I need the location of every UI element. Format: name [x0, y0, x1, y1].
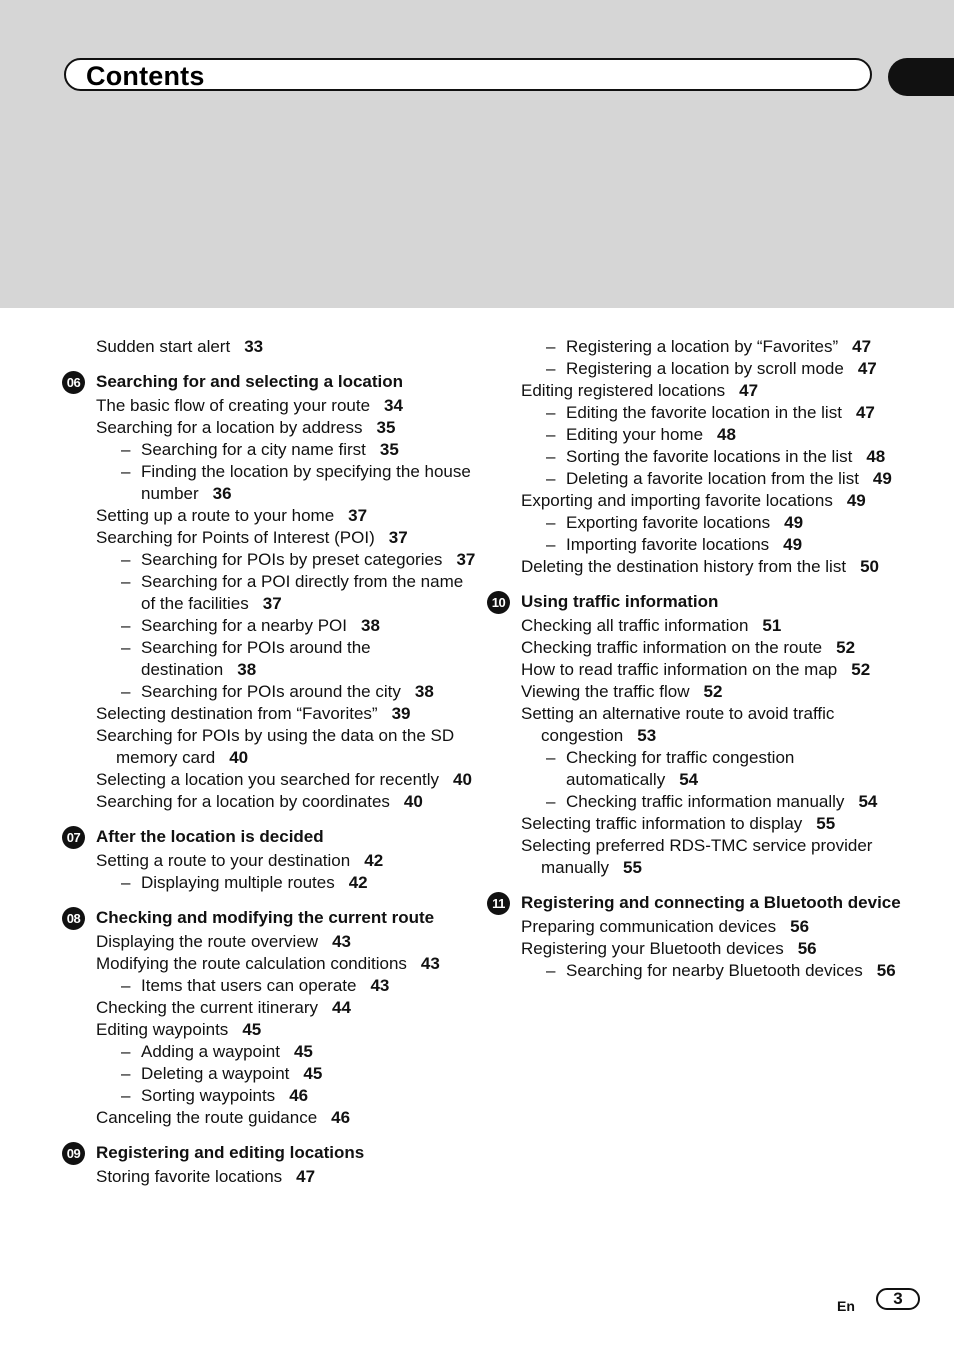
toc-entry-text: Editing registered locations — [521, 381, 726, 400]
toc-page-number: 49 — [784, 513, 804, 532]
toc-page-number: 38 — [361, 616, 380, 635]
toc-page-number: 33 — [244, 337, 264, 356]
header-band — [0, 0, 954, 308]
toc-page-number: 35 — [376, 418, 396, 437]
toc-page-number: 52 — [703, 682, 723, 701]
toc-entry-text: Searching for a POI directly from the name of the facilities — [141, 572, 464, 613]
toc-subentry[interactable] — [521, 534, 901, 556]
toc-entry[interactable] — [96, 997, 476, 1019]
language-label: En — [837, 1298, 855, 1314]
toc-entry-text: Sorting waypoints — [141, 1086, 276, 1105]
toc-subentry[interactable] — [521, 791, 901, 813]
section-heading[interactable] — [491, 590, 901, 614]
bullet-dash: – — [546, 792, 556, 811]
toc-subentry[interactable] — [96, 1041, 476, 1063]
toc-entry[interactable] — [96, 395, 476, 417]
section-number-badge: 08 — [62, 907, 85, 930]
section-title: Searching for and selecting a location — [96, 372, 404, 391]
toc-page-number: 42 — [348, 873, 368, 892]
bullet-dash: – — [546, 403, 556, 422]
toc-entry[interactable] — [96, 1166, 476, 1188]
toc-subentry[interactable] — [96, 872, 476, 894]
toc-page-number: 54 — [858, 792, 878, 811]
toc-entry-text: Searching for POIs by preset categories — [141, 550, 443, 569]
toc-page-number: 46 — [331, 1108, 351, 1127]
toc-page-number: 45 — [293, 1042, 313, 1061]
toc-entry[interactable] — [96, 953, 476, 975]
toc-entry[interactable] — [521, 681, 901, 703]
toc-page-number: 42 — [364, 851, 384, 870]
toc-entry[interactable] — [96, 1107, 476, 1129]
toc-entry-text: The basic flow of creating your route — [96, 396, 371, 415]
bullet-dash: – — [546, 469, 556, 488]
toc-subentry[interactable] — [521, 468, 901, 490]
toc-page-number: 38 — [414, 682, 434, 701]
toc-entry-text: Searching for a location by address — [96, 418, 363, 437]
toc-page-number: 36 — [212, 484, 232, 503]
bullet-dash: – — [121, 976, 131, 995]
toc-entry-text: Searching for a location by coordinates — [96, 792, 390, 811]
toc-page-number: 39 — [391, 704, 411, 723]
toc-subentry[interactable] — [96, 637, 476, 681]
toc-subentry[interactable] — [521, 424, 901, 446]
toc-entry[interactable] — [96, 505, 476, 527]
toc-page-number: 40 — [229, 748, 249, 767]
toc-entry[interactable] — [521, 916, 901, 938]
section-number-badge: 11 — [487, 892, 510, 915]
toc-page-number: 48 — [717, 425, 736, 444]
toc-entry-text: Deleting the destination history from the list — [521, 557, 847, 576]
toc-page-number: 40 — [403, 792, 423, 811]
toc-page-number: 47 — [855, 403, 875, 422]
toc-entry-text: Searching for POIs by using the data on the SD memory card — [96, 726, 455, 767]
toc-entry[interactable] — [96, 725, 476, 769]
toc-page-number: 45 — [303, 1064, 323, 1083]
toc-entry[interactable] — [521, 813, 901, 835]
toc-page-number: 47 — [857, 359, 877, 378]
toc-entry-text: Storing favorite locations — [96, 1167, 283, 1186]
toc-page-number: 49 — [783, 535, 803, 554]
bullet-dash: – — [546, 535, 556, 554]
toc-page-number: 40 — [453, 770, 472, 789]
toc-page-number: 45 — [242, 1020, 262, 1039]
bullet-dash: – — [121, 873, 131, 892]
bullet-dash: – — [121, 572, 131, 591]
toc-subentry[interactable] — [96, 549, 476, 571]
bullet-dash: – — [121, 1064, 131, 1083]
toc-entry-text: Editing the favorite location in the list — [566, 403, 842, 422]
bullet-dash: – — [546, 513, 556, 532]
toc-subentry[interactable] — [96, 461, 476, 505]
toc-page-number: 37 — [388, 528, 408, 547]
toc-entry-text: Checking all traffic information — [521, 616, 749, 635]
toc-entry[interactable] — [521, 556, 901, 578]
toc-entry-text: Setting up a route to your home — [96, 506, 335, 525]
toc-entry[interactable] — [96, 931, 476, 953]
toc-left-column — [66, 336, 476, 1188]
toc-page-number: 46 — [289, 1086, 309, 1105]
toc-entry-text: Selecting a location you searched for recently — [96, 770, 440, 789]
toc-entry-text: Displaying multiple routes — [141, 873, 335, 892]
toc-entry-text: Searching for POIs around the destination — [141, 638, 371, 679]
bullet-dash: – — [546, 359, 556, 378]
bullet-dash: – — [546, 961, 556, 980]
toc-entry-text: Deleting a waypoint — [141, 1064, 290, 1083]
toc-entry-text: Selecting preferred RDS-TMC service provider manually — [521, 836, 873, 877]
page-number: 3 — [876, 1288, 920, 1310]
toc-entry[interactable] — [521, 615, 901, 637]
section-heading[interactable] — [492, 891, 901, 915]
toc-entry-text: Searching for nearby Bluetooth devices — [566, 961, 863, 980]
toc-entry-text: Checking the current itinerary — [96, 998, 319, 1017]
toc-entry[interactable] — [521, 703, 901, 747]
bullet-dash: – — [546, 748, 556, 767]
bullet-dash: – — [121, 616, 131, 635]
toc-entry-text: Registering a location by scroll mode — [566, 359, 844, 378]
toc-entry-text: Registering your Bluetooth devices — [521, 939, 784, 958]
toc-entry[interactable] — [96, 769, 476, 791]
toc-page-number: 55 — [816, 814, 836, 833]
toc-page-number: 47 — [852, 337, 872, 356]
toc-entry-text: Searching for a nearby POI — [141, 616, 348, 635]
toc-subentry[interactable] — [521, 960, 901, 982]
toc-entry[interactable] — [96, 1019, 476, 1041]
toc-entry-text: Exporting favorite locations — [566, 513, 771, 532]
toc-entry[interactable] — [521, 835, 901, 879]
bullet-dash: – — [121, 462, 131, 481]
section-heading[interactable] — [66, 906, 476, 930]
toc-subentry[interactable] — [96, 571, 476, 615]
toc-entry[interactable] — [96, 850, 476, 872]
bullet-dash: – — [546, 337, 556, 356]
page-title-frame — [64, 58, 872, 91]
toc-entry-text: Selecting traffic information to display — [521, 814, 803, 833]
toc-page-number: 34 — [384, 396, 403, 415]
toc-entry-text: Checking traffic information manually — [566, 792, 845, 811]
toc-entry-text: Preparing communication devices — [521, 917, 777, 936]
bullet-dash: – — [121, 682, 131, 701]
toc-subentry[interactable] — [521, 446, 901, 468]
toc-page-number: 56 — [876, 961, 896, 980]
toc-subentry[interactable] — [96, 439, 476, 461]
toc-page-number: 48 — [866, 447, 886, 466]
toc-entry-text: Setting an alternative route to avoid traffic congestion — [521, 704, 835, 745]
section-number-badge: 10 — [487, 591, 510, 614]
toc-page-number: 53 — [637, 726, 657, 745]
toc-entry-text: Deleting a favorite location from the list — [566, 469, 859, 488]
toc-entry[interactable] — [521, 490, 901, 512]
toc-page-number: 52 — [836, 638, 856, 657]
toc-entry[interactable] — [96, 417, 476, 439]
toc-subentry[interactable] — [521, 747, 901, 791]
toc-subentry[interactable] — [96, 681, 476, 703]
toc-entry-text: Searching for Points of Interest (POI) — [96, 528, 375, 547]
toc-right-column — [491, 336, 901, 982]
toc-page-number: 49 — [846, 491, 866, 510]
toc-page-number: 51 — [762, 616, 782, 635]
toc-entry[interactable] — [96, 336, 476, 358]
toc-entry-text: Viewing the traffic flow — [521, 682, 690, 701]
bullet-dash: – — [121, 1086, 131, 1105]
toc-page-number: 37 — [456, 550, 476, 569]
toc-entry-text: Checking traffic information on the route — [521, 638, 823, 657]
toc-entry-text: Editing waypoints — [96, 1020, 229, 1039]
toc-page-number: 47 — [739, 381, 759, 400]
toc-subentry[interactable] — [521, 512, 901, 534]
section-number-badge: 06 — [62, 371, 85, 394]
toc-entry-text: Searching for a city name first — [141, 440, 366, 459]
toc-entry-text: How to read traffic information on the map — [521, 660, 838, 679]
toc-entry-text: Checking for traffic congestion automatically — [566, 748, 795, 789]
toc-entry[interactable] — [521, 659, 901, 681]
toc-page-number: 43 — [420, 954, 440, 973]
toc-subentry[interactable] — [96, 1085, 476, 1107]
toc-entry[interactable] — [521, 380, 901, 402]
toc-entry-text: Selecting destination from “Favorites” — [96, 704, 378, 723]
bullet-dash: – — [121, 550, 131, 569]
toc-entry[interactable] — [96, 791, 476, 813]
toc-entry-text: Modifying the route calculation conditions — [96, 954, 407, 973]
toc-entry-text: Canceling the route guidance — [96, 1108, 318, 1127]
toc-page-number: 37 — [348, 506, 368, 525]
section-title: Registering and connecting a Bluetooth device — [521, 893, 901, 912]
section-tab-marker — [888, 58, 954, 96]
toc-entry-text: Displaying the route overview — [96, 932, 319, 951]
section-title: After the location is decided — [96, 827, 324, 846]
bullet-dash: – — [121, 1042, 131, 1061]
toc-page-number: 55 — [623, 858, 642, 877]
toc-page-number: 50 — [860, 557, 879, 576]
toc-page-number: 52 — [851, 660, 871, 679]
toc-subentry[interactable] — [96, 1063, 476, 1085]
toc-entry-text: Items that users can operate — [141, 976, 357, 995]
toc-subentry[interactable] — [96, 615, 476, 637]
bullet-dash: – — [121, 638, 131, 657]
section-title: Registering and editing locations — [96, 1143, 365, 1162]
section-heading[interactable] — [66, 370, 476, 394]
bullet-dash: – — [546, 447, 556, 466]
toc-entry-text: Setting a route to your destination — [96, 851, 351, 870]
toc-page-number: 56 — [797, 939, 817, 958]
toc-subentry[interactable] — [521, 336, 901, 358]
toc-entry[interactable] — [521, 938, 901, 960]
toc-page-number: 43 — [370, 976, 390, 995]
toc-page-number: 47 — [296, 1167, 316, 1186]
section-title: Checking and modifying the current route — [96, 908, 435, 927]
toc-page-number: 44 — [332, 998, 351, 1017]
toc-page-number: 35 — [379, 440, 399, 459]
toc-page-number: 43 — [332, 932, 351, 951]
toc-page-number: 49 — [872, 469, 892, 488]
section-heading[interactable] — [66, 825, 476, 849]
toc-entry-text: Importing favorite locations — [566, 535, 770, 554]
page-title: Contents — [86, 61, 205, 91]
toc-entry-text: Searching for POIs around the city — [141, 682, 401, 701]
toc-entry-text: Exporting and importing favorite locations — [521, 491, 833, 510]
toc-entry[interactable] — [521, 637, 901, 659]
toc-entry-text: Finding the location by specifying the house number — [141, 462, 471, 503]
section-number-badge: 07 — [62, 826, 85, 849]
toc-entry[interactable] — [96, 703, 476, 725]
toc-subentry[interactable] — [521, 402, 901, 424]
section-heading[interactable] — [66, 1141, 476, 1165]
bullet-dash: – — [546, 425, 556, 444]
section-number-badge: 09 — [62, 1142, 85, 1165]
section-title: Using traffic information — [521, 592, 719, 611]
toc-entry-text: Adding a waypoint — [141, 1042, 280, 1061]
toc-subentry[interactable] — [96, 975, 476, 997]
toc-page-number: 56 — [790, 917, 810, 936]
toc-entry-text: Sorting the favorite locations in the list — [566, 447, 853, 466]
toc-subentry[interactable] — [521, 358, 901, 380]
toc-page-number: 38 — [237, 660, 257, 679]
toc-page-number: 54 — [679, 770, 699, 789]
toc-entry-text: Editing your home — [566, 425, 704, 444]
toc-page-number: 37 — [262, 594, 282, 613]
toc-entry-text: Registering a location by “Favorites” — [566, 337, 839, 356]
bullet-dash: – — [121, 440, 131, 459]
toc-entry[interactable] — [96, 527, 476, 549]
toc-entry-text: Sudden start alert — [96, 337, 231, 356]
